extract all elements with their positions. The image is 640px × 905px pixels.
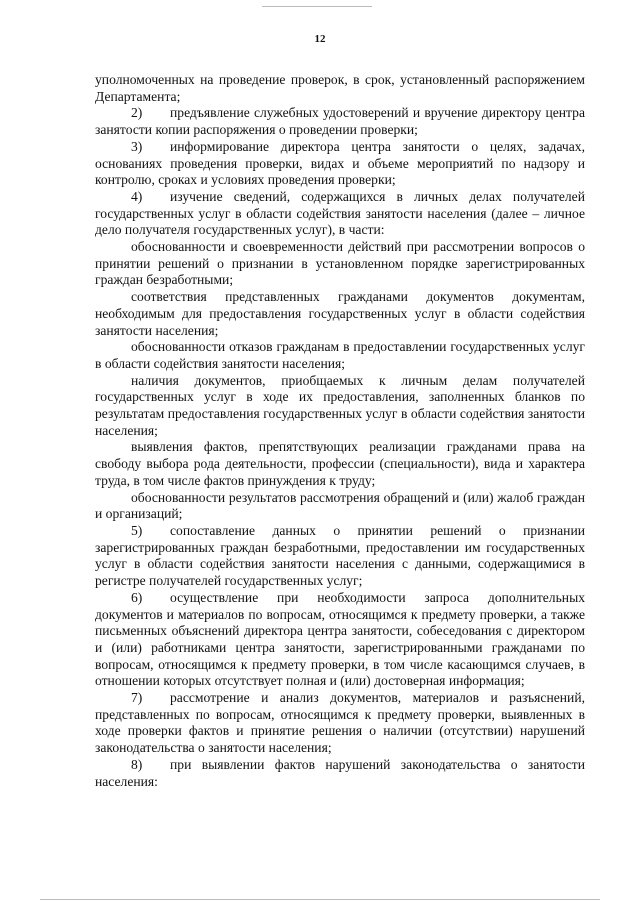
list-item-4 [95, 189, 585, 239]
list-item-7 [95, 690, 585, 757]
paragraph-text: соответствия представленных гражданами документов документам, необходимым для предоставления государственных услуг в области содействия занятости населения; [95, 289, 585, 338]
paragraph-text: наличия документов, приобщаемых к личным делам получателей государственных услуг в ходе их предоставления, заполненных бланков по результатам предоставления государственных услуг в области содействия занятости населения; [95, 372, 585, 438]
paragraph-text: обоснованности отказов гражданам в предоставлении государственных услуг в области содействия занятости населения; [95, 339, 585, 371]
sub-paragraph [95, 289, 585, 339]
list-item-3 [95, 139, 585, 189]
list-item-5 [95, 523, 585, 590]
list-item-2 [95, 105, 585, 138]
list-item-number: 2) [131, 105, 143, 121]
list-item-8 [95, 757, 585, 790]
list-item-number: 6) [131, 589, 143, 605]
list-item-6 [95, 590, 585, 690]
list-item-text: сопоставление данных о принятии решений о признании зарегистрированных граждан безработными, предоставлении им государственных услуг в области содействия занятости населения с данными, содержащимися в регистре получателей государственных услуг; [95, 522, 585, 589]
sub-paragraph [95, 239, 585, 289]
list-item-number: 5) [131, 522, 143, 538]
list-item-number: 7) [131, 690, 143, 706]
sub-paragraph [95, 490, 585, 523]
paragraph-text: выявления фактов, препятствующих реализации гражданами права на свободу выбора рода деятельности, профессии (специальности), вида и характера труда, в том числе фактов принуждения к труду; [95, 439, 585, 488]
scan-artifact-top [262, 6, 372, 7]
document-body [95, 72, 585, 790]
sub-paragraph [95, 373, 585, 440]
list-item-text: рассмотрение и анализ документов, материалов и разъяснений, представленных по вопросам, относящимся к предмету проверки, выявленных в ходе проверки фактов и принятие решения о наличии (отсутствии) нарушений законодательства о занятости населения; [95, 690, 585, 756]
sub-paragraph [95, 439, 585, 489]
sub-paragraph [95, 339, 585, 372]
list-item-number: 8) [131, 756, 143, 772]
list-item-number: 3) [131, 138, 143, 154]
page-number: 12 [314, 33, 326, 45]
list-item-text: осуществление при необходимости запроса дополнительных документов и материалов по вопросам, относящимся к предмету проверки, а также письменных объяснений директора центра занятости, собеседования с директором и (или) работниками центра занятости, зарегистрированными гражданами по вопросам, относящимся к предмету проверки, в том числе касающимся случаев, в отношении которых отсутствует полная и (или) достоверная информация; [95, 589, 585, 689]
list-item-text: при выявлении фактов нарушений законодательства о занятости населения: [95, 756, 585, 789]
paragraph-text: уполномоченных на проведение проверок, в срок, установленный распоряжением Департамента; [95, 72, 585, 104]
paragraph-text: обоснованности и своевременности действий при рассмотрении вопросов о принятии решений о признании в установленном порядке зарегистрированных граждан безработными; [95, 239, 585, 288]
list-item-number: 4) [131, 188, 143, 204]
list-item-text: предъявление служебных удостоверений и вручение директору центра занятости копии распоряжения о проведении проверки; [95, 105, 585, 138]
paragraph-text: обоснованности результатов рассмотрения обращений и (или) жалоб граждан и организаций; [95, 489, 585, 522]
list-item-text: информирование директора центра занятости о целях, задачах, основаниях проведения проверки, видах и объеме мероприятий по надзору и контролю, сроках и условиях проведения проверки; [95, 138, 585, 188]
list-item-text: изучение сведений, содержащихся в личных делах получателей государственных услуг в области содействия занятости населения (далее – личное дело получателя государственных услуг), в части: [95, 188, 585, 238]
scan-artifact-bottom [40, 899, 600, 900]
paragraph-continuation [95, 72, 585, 105]
